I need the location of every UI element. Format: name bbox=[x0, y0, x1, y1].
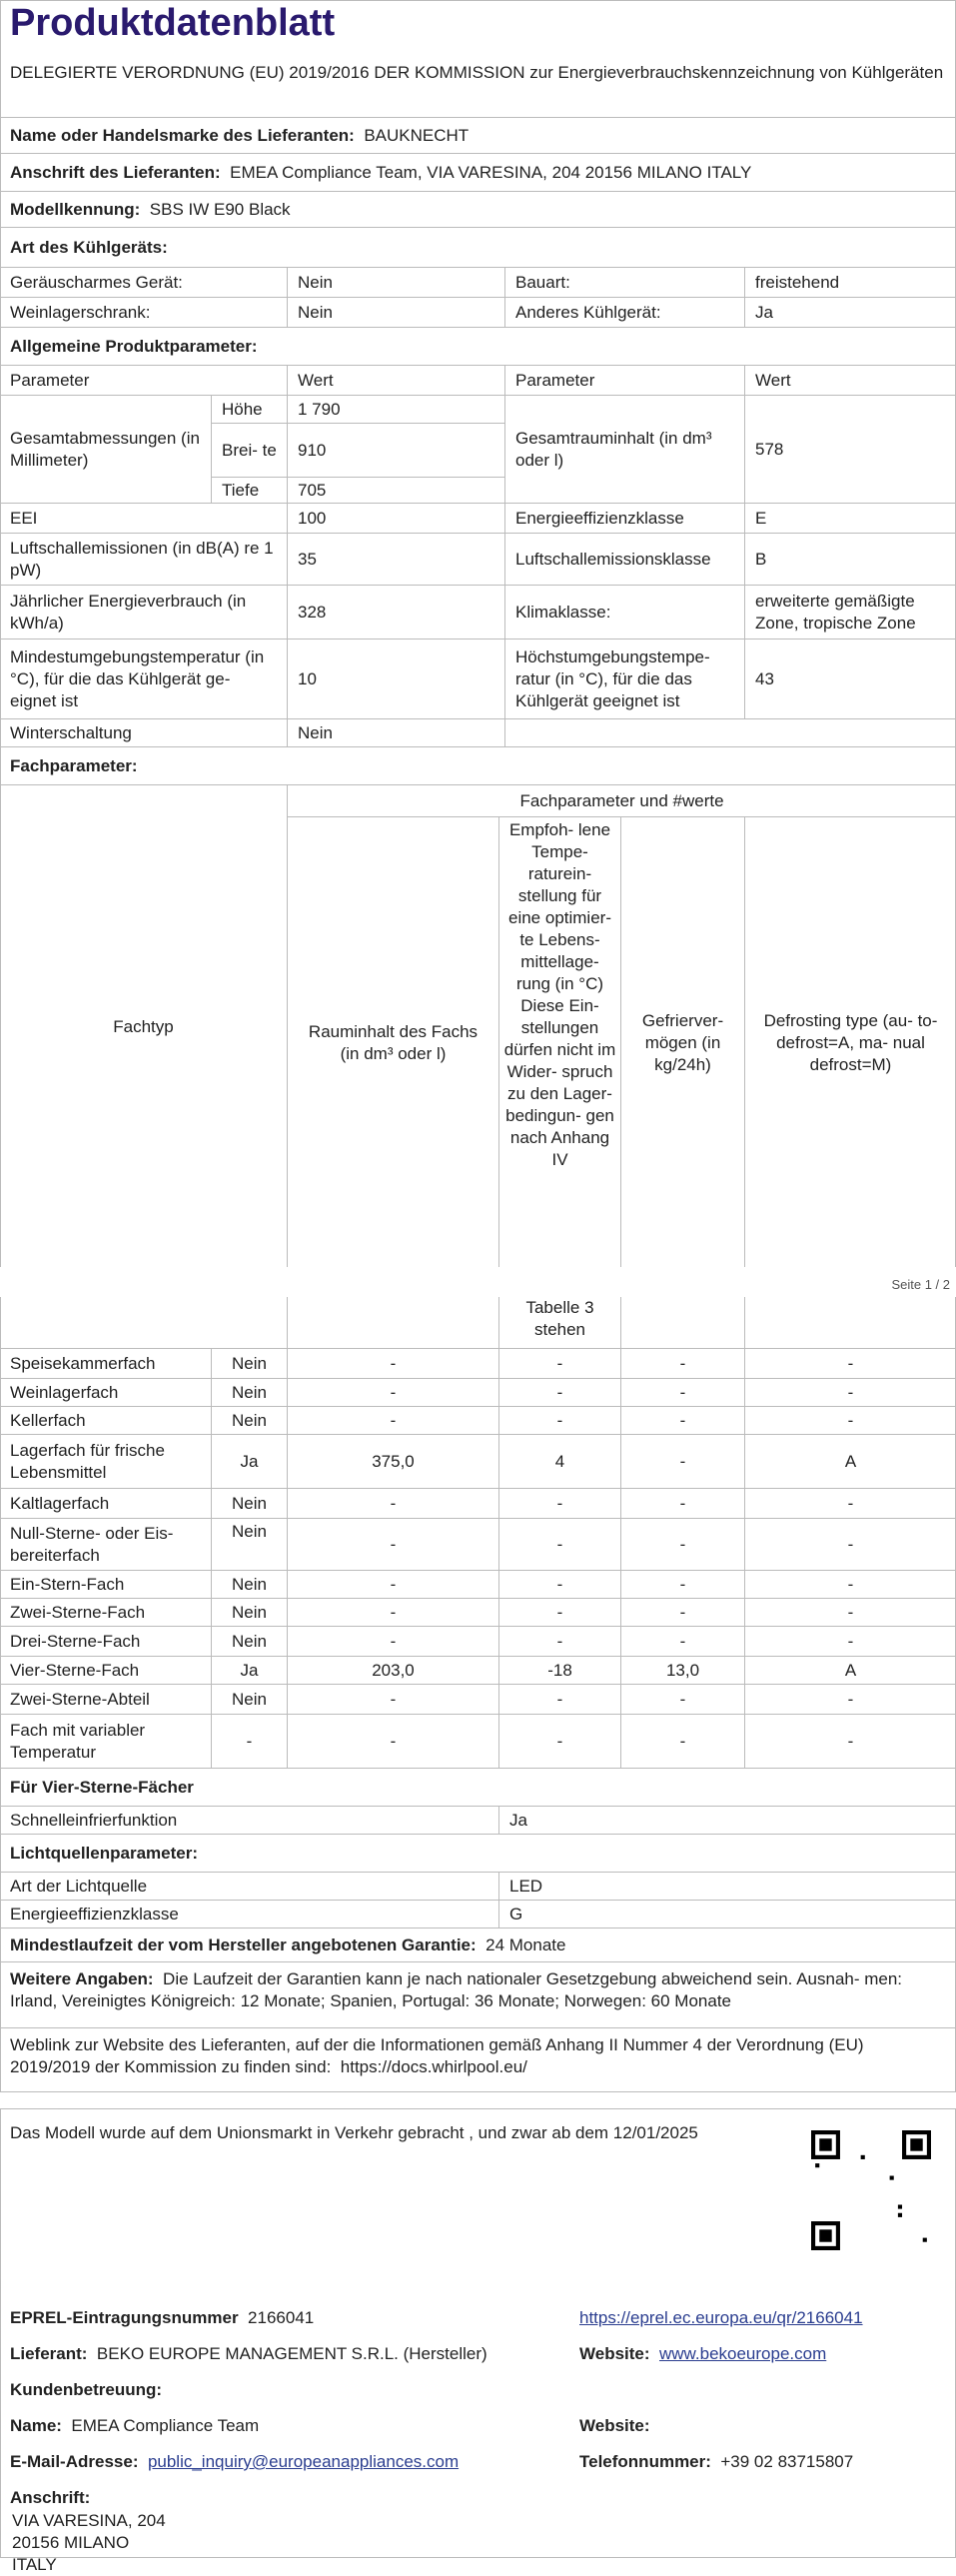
fach-cell-present: Ja bbox=[212, 1657, 288, 1685]
fach-cell-vol: - bbox=[288, 1599, 499, 1627]
fach-cell-vol: - bbox=[288, 1349, 499, 1379]
supplier2-label: Lieferant: bbox=[10, 2344, 88, 2363]
fach-cell-temp: - bbox=[499, 1571, 621, 1599]
fach-cell-present: - bbox=[212, 1715, 288, 1769]
fach-cell-name: Zwei-Sterne-Abteil bbox=[0, 1685, 212, 1715]
website-link[interactable]: www.bekoeurope.com bbox=[659, 2344, 827, 2363]
supplier-name-row bbox=[0, 118, 956, 154]
param-label: EEI bbox=[0, 504, 288, 534]
page-number: Seite 1 / 2 bbox=[891, 1277, 950, 1292]
fach-cell-defrost: - bbox=[745, 1599, 956, 1627]
model-value: SBS IW E90 Black bbox=[149, 199, 291, 219]
contact-name-row bbox=[10, 2416, 259, 2436]
fach-cell-name: Fach mit variabler Temperatur bbox=[0, 1715, 212, 1769]
email-row bbox=[10, 2452, 459, 2472]
phone-value: +39 02 83715807 bbox=[720, 2452, 854, 2471]
volume-value: 578 bbox=[745, 396, 956, 504]
type-value: Ja bbox=[745, 298, 956, 328]
page-title: Produktdatenblatt bbox=[10, 2, 336, 44]
contact-name-label: Name: bbox=[10, 2416, 62, 2435]
four-star-header: Für Vier-Sterne-Fächer bbox=[0, 1769, 956, 1807]
fach-cell-defrost: - bbox=[745, 1715, 956, 1769]
dim-value: 705 bbox=[288, 478, 505, 504]
fach-cell-defrost: - bbox=[745, 1379, 956, 1407]
fach-cell-freeze: - bbox=[621, 1349, 745, 1379]
eprel-label: EPREL-Eintragungsnummer bbox=[10, 2308, 239, 2327]
fach-cell-present: Nein bbox=[212, 1379, 288, 1407]
fach-cell-defrost: - bbox=[745, 1349, 956, 1379]
warranty-label: Mindestlaufzeit der vom Hersteller angebotenen Garantie: bbox=[10, 1934, 477, 1954]
param-label: Luftschallemissionsklasse bbox=[505, 534, 745, 586]
fach-cell-defrost: - bbox=[745, 1407, 956, 1435]
type-value: Nein bbox=[288, 298, 505, 328]
supplier-address-value: EMEA Compliance Team, VIA VARESINA, 204 20156 MILANO ITALY bbox=[230, 162, 752, 182]
fach-cell-freeze: - bbox=[621, 1379, 745, 1407]
fach-cell-vol: - bbox=[288, 1685, 499, 1715]
fach-col-temp-c: Tabelle 3 stehen bbox=[499, 1297, 621, 1349]
fach-col-volume: Rauminhalt des Fachs (in dm³ oder l) bbox=[288, 817, 499, 1269]
fach-cell-present: Ja bbox=[212, 1435, 288, 1489]
volume-label: Gesamtrauminhalt (in dm³ oder l) bbox=[505, 396, 745, 504]
fach-cell-defrost: A bbox=[745, 1435, 956, 1489]
col-value: Wert bbox=[745, 366, 956, 396]
fach-header: Fachparameter: bbox=[0, 747, 956, 785]
light-class-label: Energieeffizienzklasse bbox=[0, 1901, 499, 1929]
light-type-label: Art der Lichtquelle bbox=[0, 1873, 499, 1901]
quick-freeze-label: Schnelleinfrierfunktion bbox=[0, 1807, 499, 1835]
fach-cell-vol: - bbox=[288, 1489, 499, 1519]
fach-cell-freeze: - bbox=[621, 1715, 745, 1769]
fach-cell-present: Nein bbox=[212, 1407, 288, 1435]
address-line: VIA VARESINA, 204 bbox=[12, 2511, 166, 2530]
fach-col-temp-b: Diese Ein- stellungen dürfen nicht im Wider- spruch zu den Lager- bedingun- gen nach Anhang IV bbox=[503, 996, 616, 1169]
param-value: E bbox=[745, 504, 956, 534]
fach-cell-vol: - bbox=[288, 1379, 499, 1407]
eprel-value: 2166041 bbox=[248, 2308, 315, 2327]
fach-col-temp-a: Empfoh- lene Tempe- raturein- stellung für eine optimier- te Lebens- mittellage- rung (in °C) bbox=[508, 820, 611, 993]
dim-label: Tiefe bbox=[212, 478, 288, 504]
fach-cell-freeze: - bbox=[621, 1685, 745, 1715]
phone-row bbox=[579, 2452, 853, 2472]
fach-cell-name: Zwei-Sterne-Fach bbox=[0, 1599, 212, 1627]
website-row bbox=[579, 2344, 826, 2364]
fach-col-freeze: Gefrierver- mögen (in kg/24h) bbox=[621, 817, 745, 1269]
supplier-name-label: Name oder Handelsmarke des Lieferanten: bbox=[10, 125, 355, 145]
param-label: Winterschaltung bbox=[0, 719, 288, 747]
light-type-value: LED bbox=[499, 1873, 956, 1901]
fach-cell-defrost: - bbox=[745, 1489, 956, 1519]
supplier-name-value: BAUKNECHT bbox=[364, 125, 470, 145]
fach-cont-type bbox=[0, 1297, 288, 1349]
fach-col-type: Fachtyp bbox=[0, 785, 288, 1269]
qr-code-icon bbox=[811, 2130, 931, 2250]
fach-cell-defrost: - bbox=[745, 1571, 956, 1599]
supplier2-value: BEKO EUROPE MANAGEMENT S.R.L. (Hersteller) bbox=[96, 2344, 487, 2363]
param-value: 100 bbox=[288, 504, 505, 534]
website2-label: Website: bbox=[579, 2416, 650, 2435]
fach-cell-temp: 4 bbox=[499, 1435, 621, 1489]
further-label: Weitere Angaben: bbox=[10, 1969, 154, 1988]
eprel-link[interactable]: https://eprel.ec.europa.eu/qr/2166041 bbox=[579, 2308, 863, 2327]
type-label: Weinlagerschrank: bbox=[0, 298, 288, 328]
further-text: Die Laufzeit der Garantien kann je nach nationaler Gesetzgebung abweichend sein. Ausnah- men: Irland, Vereinigtes Königreich: 12 Monate; Spanien, Portugal: 36 Monate; Norwegen: 60 Monate bbox=[10, 1969, 903, 2010]
param-value: 328 bbox=[288, 586, 505, 640]
regulation-text: DELEGIERTE VERORDNUNG (EU) 2019/2016 DER KOMMISSION zur Energieverbrauchskennzeichnung von Kühlgeräten bbox=[0, 58, 956, 118]
warranty-row bbox=[0, 1929, 956, 1962]
col-param: Parameter bbox=[505, 366, 745, 396]
fach-cell-name: Vier-Sterne-Fach bbox=[0, 1657, 212, 1685]
phone-label: Telefonnummer: bbox=[579, 2452, 711, 2471]
further-row bbox=[0, 1962, 956, 2028]
fach-cell-vol: - bbox=[288, 1519, 499, 1571]
fach-cell-vol: - bbox=[288, 1627, 499, 1657]
fach-cell-name: Null-Sterne- oder Eis- bereiterfach bbox=[0, 1519, 212, 1571]
fach-cont-volume bbox=[288, 1297, 499, 1349]
supplier2-row bbox=[10, 2344, 487, 2364]
col-param: Parameter bbox=[0, 366, 288, 396]
warranty-value: 24 Monate bbox=[485, 1934, 566, 1954]
fach-cell-defrost: - bbox=[745, 1519, 956, 1571]
param-label: Klimaklasse: bbox=[505, 586, 745, 640]
dims-label: Gesamtabmessungen (in Millimeter) bbox=[0, 396, 212, 504]
address-line: 20156 MILANO bbox=[12, 2533, 130, 2552]
fach-group-header: Fachparameter und #werte bbox=[288, 785, 956, 817]
fach-cell-name: Kaltlagerfach bbox=[0, 1489, 212, 1519]
type-label: Anderes Kühlgerät: bbox=[505, 298, 745, 328]
fach-cell-temp: - bbox=[499, 1627, 621, 1657]
col-value: Wert bbox=[288, 366, 505, 396]
page-break bbox=[0, 1267, 956, 1299]
param-value: 10 bbox=[288, 640, 505, 719]
param-label: Luftschallemissionen (in dB(A) re 1 pW) bbox=[0, 534, 288, 586]
fach-cell-temp: - bbox=[499, 1599, 621, 1627]
weblink-url[interactable]: https://docs.whirlpool.eu/ bbox=[340, 2057, 527, 2076]
fach-cont-defrost bbox=[745, 1297, 956, 1349]
fach-cell-temp: - bbox=[499, 1715, 621, 1769]
dim-label: Höhe bbox=[212, 396, 288, 424]
model-row bbox=[0, 192, 956, 228]
param-label: Energieeffizienzklasse bbox=[505, 504, 745, 534]
supplier-address-label: Anschrift des Lieferanten: bbox=[10, 162, 221, 182]
general-header: Allgemeine Produktparameter: bbox=[0, 328, 956, 366]
light-class-value: G bbox=[499, 1901, 956, 1929]
fach-cell-vol: 375,0 bbox=[288, 1435, 499, 1489]
fach-cell-temp: -18 bbox=[499, 1657, 621, 1685]
fach-cell-vol: - bbox=[288, 1571, 499, 1599]
email-label: E-Mail-Adresse: bbox=[10, 2452, 139, 2471]
fach-cell-name: Ein-Stern-Fach bbox=[0, 1571, 212, 1599]
fach-cell-name: Kellerfach bbox=[0, 1407, 212, 1435]
fach-cell-freeze: - bbox=[621, 1435, 745, 1489]
fach-cell-temp: - bbox=[499, 1349, 621, 1379]
fach-cell-defrost: - bbox=[745, 1685, 956, 1715]
fach-cell-name: Drei-Sterne-Fach bbox=[0, 1627, 212, 1657]
fach-cell-temp: - bbox=[499, 1519, 621, 1571]
weblink-text: Weblink zur Website des Lieferanten, auf der die Informationen gemäß Anhang II Nummer 4 der Verordnung (EU) 2019/2019 der Kommission zu finden sind: bbox=[10, 2035, 864, 2076]
fach-cell-vol: 203,0 bbox=[288, 1657, 499, 1685]
fach-cell-present: Nein bbox=[212, 1627, 288, 1657]
fach-cont-freeze bbox=[621, 1297, 745, 1349]
fach-cell-vol: - bbox=[288, 1715, 499, 1769]
type-value: Nein bbox=[288, 268, 505, 298]
email-link[interactable]: public_inquiry@europeanappliances.com bbox=[147, 2452, 460, 2471]
customer-label: Kundenbetreuung: bbox=[10, 2380, 163, 2399]
fach-cell-freeze: - bbox=[621, 1519, 745, 1571]
param-value: erweiterte gemäßigte Zone, tropische Zone bbox=[745, 586, 956, 640]
weblink-row bbox=[0, 2028, 956, 2092]
address-block bbox=[12, 2510, 166, 2576]
type-header: Art des Kühlgeräts: bbox=[0, 228, 956, 268]
fach-cell-present: Nein bbox=[212, 1519, 288, 1571]
fach-cell-present: Nein bbox=[212, 1599, 288, 1627]
fach-cell-freeze: - bbox=[621, 1407, 745, 1435]
dim-value: 910 bbox=[288, 424, 505, 478]
param-value: 35 bbox=[288, 534, 505, 586]
light-header: Lichtquellenparameter: bbox=[0, 1835, 956, 1873]
contact-name-value: EMEA Compliance Team bbox=[71, 2416, 260, 2435]
dim-value: 1 790 bbox=[288, 396, 505, 424]
fach-cell-name: Weinlagerfach bbox=[0, 1379, 212, 1407]
param-value: Nein bbox=[288, 719, 505, 747]
type-label: Bauart: bbox=[505, 268, 745, 298]
website-label: Website: bbox=[579, 2344, 650, 2363]
fach-cell-freeze: - bbox=[621, 1489, 745, 1519]
fach-cell-name: Lagerfach für frische Lebensmittel bbox=[0, 1435, 212, 1489]
fach-cell-temp: - bbox=[499, 1685, 621, 1715]
param-value: 43 bbox=[745, 640, 956, 719]
type-value: freistehend bbox=[745, 268, 956, 298]
fach-col-defrost: Defrosting type (au- to-defrost=A, ma- nual defrost=M) bbox=[763, 1011, 938, 1074]
fach-cell-present: Nein bbox=[212, 1349, 288, 1379]
fach-cell-temp: - bbox=[499, 1489, 621, 1519]
fach-cell-freeze: - bbox=[621, 1599, 745, 1627]
address-label: Anschrift: bbox=[10, 2488, 91, 2507]
fach-cell-freeze: 13,0 bbox=[621, 1657, 745, 1685]
param-label: Höchstumgebungstempe- ratur (in °C), für die das Kühlgerät geeignet ist bbox=[505, 640, 745, 719]
fach-cell-name: Speisekammerfach bbox=[0, 1349, 212, 1379]
fach-cell-present: Nein bbox=[212, 1685, 288, 1715]
fach-col-temp bbox=[499, 817, 621, 1269]
supplier-address-row bbox=[0, 154, 956, 192]
address-line: ITALY bbox=[12, 2555, 57, 2574]
fach-cell-present: Nein bbox=[212, 1489, 288, 1519]
param-label: Jährlicher Energieverbrauch (in kWh/a) bbox=[0, 586, 288, 640]
fach-cell-present: Nein bbox=[212, 1571, 288, 1599]
fach-cell-freeze: - bbox=[621, 1571, 745, 1599]
fach-cell-defrost: - bbox=[745, 1627, 956, 1657]
market-text: Das Modell wurde auf dem Unionsmarkt in Verkehr gebracht , und zwar ab dem 12/01/2025 bbox=[10, 2123, 698, 2142]
fach-cell-temp: - bbox=[499, 1379, 621, 1407]
fach-cell-temp: - bbox=[499, 1407, 621, 1435]
param-value: B bbox=[745, 534, 956, 586]
type-label: Geräuscharmes Gerät: bbox=[0, 268, 288, 298]
dim-label: Brei- te bbox=[212, 424, 288, 478]
param-empty bbox=[505, 719, 956, 747]
model-label: Modellkennung: bbox=[10, 199, 141, 219]
fach-cell-defrost: A bbox=[745, 1657, 956, 1685]
eprel-row bbox=[10, 2308, 314, 2328]
param-label: Mindestumgebungstemperatur (in °C), für die das Kühlgerät ge- eignet ist bbox=[0, 640, 288, 719]
fach-cell-vol: - bbox=[288, 1407, 499, 1435]
fach-cell-freeze: - bbox=[621, 1627, 745, 1657]
quick-freeze-value: Ja bbox=[499, 1807, 956, 1835]
